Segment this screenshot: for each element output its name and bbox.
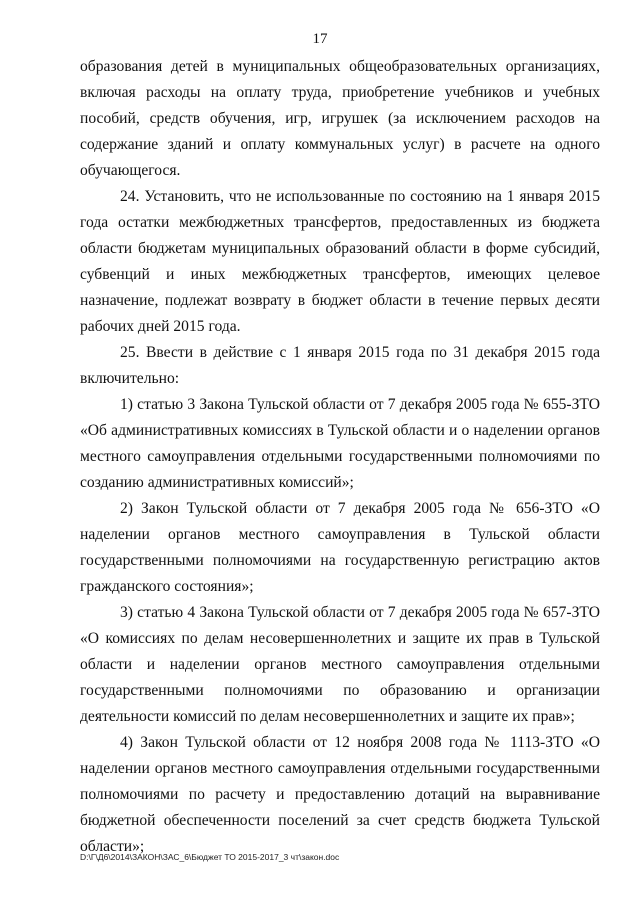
paragraph-item-25: 25. Ввести в действие с 1 января 2015 года по 31 декабря 2015 года включительно: [80, 344, 600, 387]
footer-file-path: D:\Г\Д6\2014\ЗАКОН\ЗАС_6\Бюджет ТО 2015-2017_3 чт\закон.doc [80, 852, 340, 862]
paragraph-continuation: образования детей в муниципальных общеобразовательных организациях, включая расходы на оплату труда, приобретение учебников и учебных пособий, средств обучения, игр, игрушек (за исключением расходов на содержание зданий и оплату коммунальных услуг) в расчете на одного обучающегося. [80, 58, 600, 179]
paragraph-item-24: 24. Установить, что не использованные по состоянию на 1 января 2015 года остатки межбюджетных трансфертов, предоставленных из бюджета области бюджетам муниципальных образований области в форме субсидий, субвенций и иных межбюджетных трансфертов, имеющих целевое назначение, подлежат возврату в бюджет области в течение первых десяти рабочих дней 2015 года. [80, 188, 600, 335]
subitem-3: 3) статью 4 Закона Тульской области от 7 декабря 2005 года № 657-ЗТО «О комиссиях по делам несовершеннолетних и защите их прав в Тульской области и наделении органов местного самоуправления отдельными государственными полномочиями по образованию и организации деятельности комиссий по делам несовершеннолетних и защите их прав»; [80, 604, 600, 725]
subitem-1: 1) статью 3 Закона Тульской области от 7 декабря 2005 года № 655-ЗТО «Об административных комиссиях в Тульской области и о наделении органов местного самоуправления отдельными государственными полномочиями по созданию административных комиссий»; [80, 396, 600, 491]
subitem-2: 2) Закон Тульской области от 7 декабря 2005 года № 656-ЗТО «О наделении органов местного самоуправления в Тульской области государственными полномочиями на государственную регистрацию актов гражданского состояния»; [80, 500, 600, 595]
page-number: 17 [312, 31, 328, 47]
document-body [80, 54, 600, 860]
subitem-4: 4) Закон Тульской области от 12 ноября 2008 года № 1113-ЗТО «О наделении органов местного самоуправления отдельными государственными полномочиями по расчету и предоставлению дотаций на выравнивание бюджетной обеспеченности поселений за счет средств бюджета Тульской области»; [80, 734, 600, 855]
